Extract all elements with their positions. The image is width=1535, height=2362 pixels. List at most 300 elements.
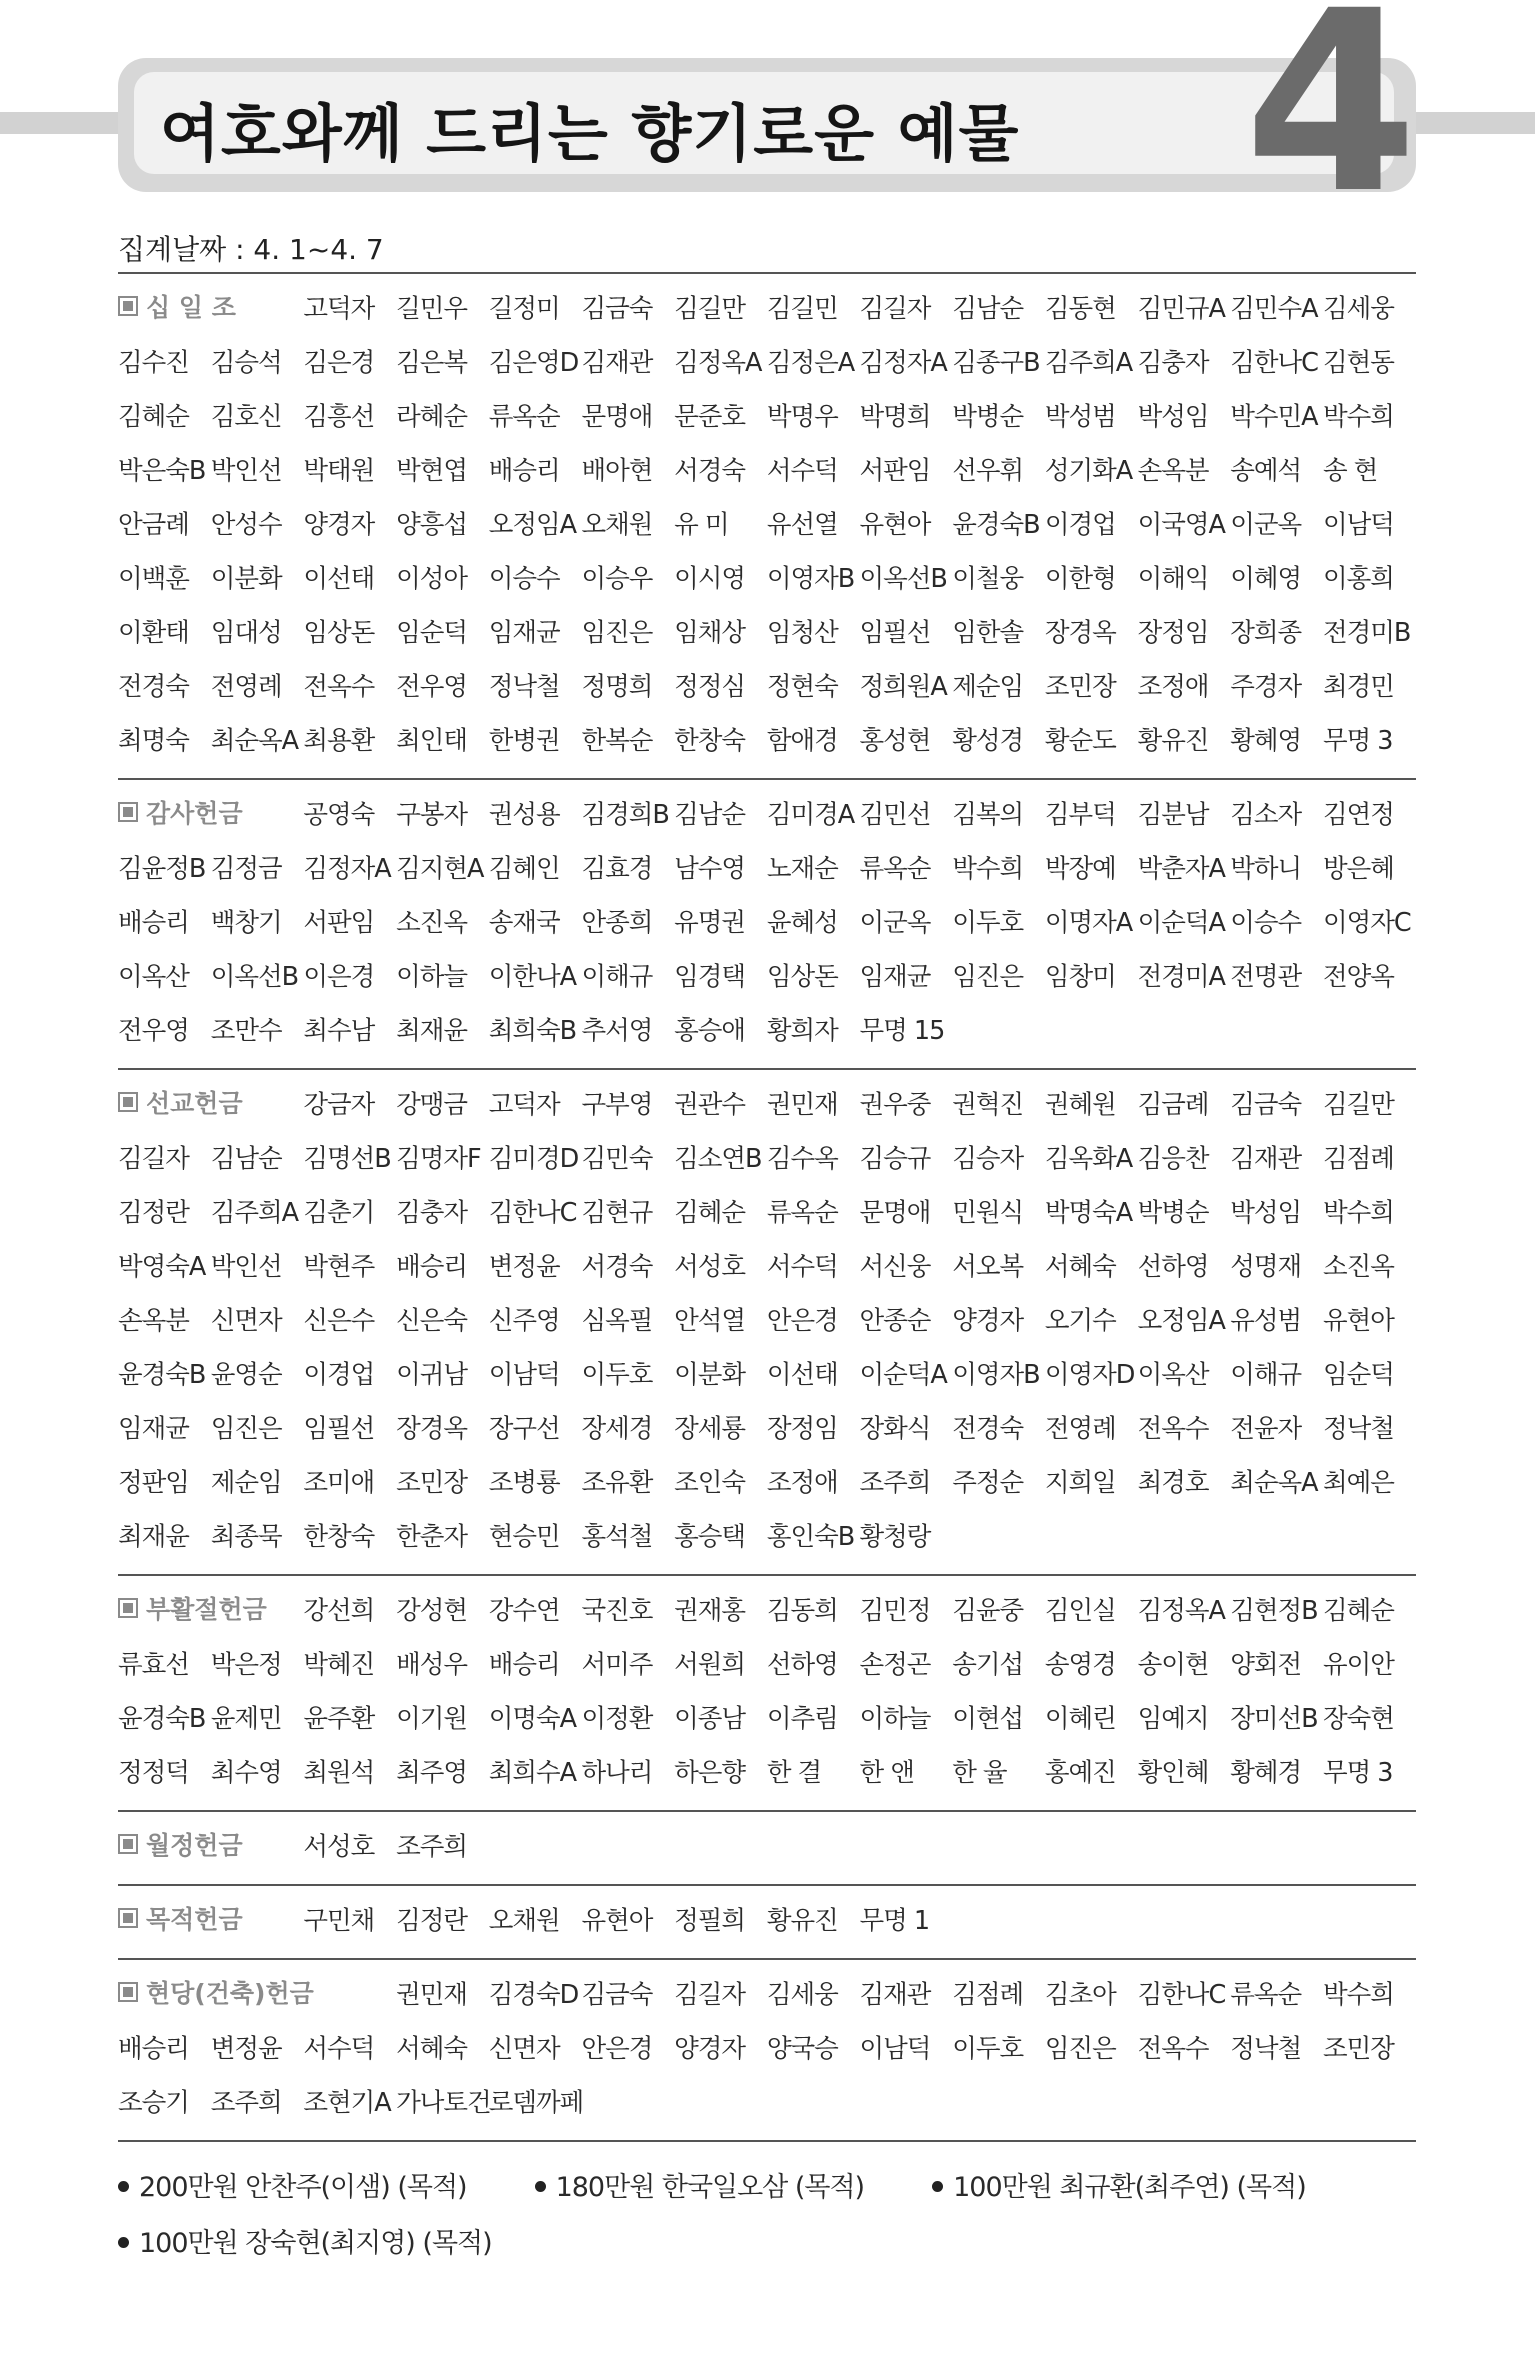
- donor-name: 김금숙: [581, 1980, 653, 2010]
- donor-name: 무명 3: [1322, 1758, 1393, 1788]
- donor-name: 배승리: [118, 908, 189, 938]
- donor-name: 김길만: [674, 294, 746, 324]
- donor-name: 이국영A: [1137, 510, 1225, 540]
- donor-name: 조주희: [859, 1468, 931, 1498]
- donor-name: 배성우: [396, 1650, 467, 1680]
- donor-name: 임필선: [859, 618, 931, 648]
- donor-name: 한병권: [488, 726, 560, 756]
- donor-name: 소진옥: [1322, 1252, 1394, 1282]
- donor-name: 이현섭: [952, 1704, 1024, 1734]
- name-grid: [118, 1968, 1416, 2130]
- donor-name: 김금례: [1137, 1090, 1209, 1120]
- donor-name: 신면자: [210, 1306, 282, 1336]
- donor-name: 이영자D: [1044, 1360, 1135, 1390]
- donor-name: 정필희: [674, 1906, 746, 1936]
- donor-name: 이두호: [581, 1360, 653, 1390]
- donor-name: 박은숙B: [118, 456, 206, 486]
- donor-name: 손옥분: [118, 1306, 189, 1336]
- donor-name: 노재순: [766, 854, 838, 884]
- date-range: 집계날짜 : 4. 1~4. 7: [118, 233, 384, 266]
- square-bullet-icon: [118, 1834, 138, 1854]
- name-grid: [118, 788, 1416, 1058]
- donor-name: 최희숙B: [488, 1016, 577, 1046]
- donor-name: 김금숙: [1230, 1090, 1302, 1120]
- donor-name: 장구선: [488, 1414, 560, 1444]
- donor-name: 박춘자A: [1137, 854, 1225, 884]
- donor-name: 김현동: [1322, 348, 1394, 378]
- square-bullet-icon: [118, 802, 138, 822]
- donor-name: 김혜인: [488, 854, 560, 884]
- donor-name: 구부영: [581, 1090, 653, 1120]
- donor-name: 이남덕: [1322, 510, 1394, 540]
- donor-name: 조주희: [396, 1832, 467, 1862]
- donor-name: 김경희B: [581, 800, 669, 830]
- donor-name: 제순임: [952, 672, 1024, 702]
- donor-name: 김점례: [952, 1980, 1024, 2010]
- donor-name: 장희종: [1230, 618, 1302, 648]
- name-grid: [118, 282, 1416, 768]
- donor-name: 이혜영: [1230, 564, 1302, 594]
- donor-name: 김정자A: [859, 348, 947, 378]
- donor-name: 이명숙A: [488, 1704, 577, 1734]
- section-mission: [118, 1068, 1416, 1574]
- donor-name: 홍승택: [674, 1522, 746, 1552]
- donor-name: 김재관: [581, 348, 653, 378]
- donor-name: 김은영D: [488, 348, 579, 378]
- square-bullet-icon: [118, 296, 138, 316]
- donor-name: 안석열: [674, 1306, 746, 1336]
- donor-name: 이옥산: [118, 962, 189, 992]
- donor-name: 심옥필: [581, 1306, 653, 1336]
- donor-name: 윤주환: [303, 1704, 375, 1734]
- donor-name: 이정환: [581, 1704, 653, 1734]
- donor-name: 권민재: [396, 1980, 467, 2010]
- donor-name: 윤경숙B: [952, 510, 1040, 540]
- donor-name: 전윤자: [1230, 1414, 1302, 1444]
- donor-name: 김호신: [210, 402, 282, 432]
- donor-name: 김한나C: [1137, 1980, 1226, 2010]
- donor-name: 전경미A: [1137, 962, 1225, 992]
- donor-name: 이귀남: [396, 1360, 467, 1390]
- donor-name: 김정금: [210, 854, 282, 884]
- donor-name: 박수희: [1322, 1198, 1394, 1228]
- donor-name: 국진호: [581, 1596, 653, 1626]
- donor-name: 유현아: [859, 510, 931, 540]
- donor-name: 권관수: [674, 1090, 746, 1120]
- donor-name: 장화식: [859, 1414, 931, 1444]
- donor-name: 박성임: [1230, 1198, 1302, 1228]
- donor-name: 송영경: [1044, 1650, 1116, 1680]
- donor-name: 서성호: [674, 1252, 746, 1282]
- donor-name: 조주희: [210, 2088, 282, 2118]
- donor-name: 김한나C: [1230, 348, 1318, 378]
- donor-name: 무명 1: [859, 1906, 930, 1936]
- donor-name: 송재국: [488, 908, 560, 938]
- donor-name: 장세경: [581, 1414, 653, 1444]
- donor-name: 김소자: [1230, 800, 1302, 830]
- donor-name: 황인혜: [1137, 1758, 1209, 1788]
- donor-name: 임상돈: [303, 618, 375, 648]
- donor-name: 김춘기: [303, 1198, 375, 1228]
- donor-name: 임예지: [1137, 1704, 1209, 1734]
- donor-name: 오채원: [488, 1906, 560, 1936]
- donor-name: 황혜경: [1230, 1758, 1302, 1788]
- special-offering-text: 180만원 한국일오삼 (목적): [555, 2171, 865, 2203]
- donor-name: 변정윤: [488, 1252, 560, 1282]
- donor-name: 김주희A: [210, 1198, 299, 1228]
- donor-name: 문명애: [859, 1198, 931, 1228]
- name-grid: [118, 1078, 1416, 1564]
- donor-name: 한창숙: [303, 1522, 375, 1552]
- name-grid: [118, 1894, 1416, 1948]
- donor-name: 최경민: [1322, 672, 1394, 702]
- donor-name: 전경미B: [1322, 618, 1411, 648]
- donor-name: 김남순: [210, 1144, 282, 1174]
- donor-name: 서판임: [303, 908, 375, 938]
- donor-name: 황유진: [766, 1906, 838, 1936]
- donor-name: 황성경: [952, 726, 1024, 756]
- donor-name: 황유진: [1137, 726, 1209, 756]
- section-label: [118, 1820, 303, 1874]
- donor-name: 김점례: [1322, 1144, 1394, 1174]
- header: [0, 0, 1535, 248]
- note-row: [118, 2212, 1416, 2268]
- donor-name: 권우중: [859, 1090, 931, 1120]
- donor-name: 오정임A: [1137, 1306, 1225, 1336]
- donor-name: 이한형: [1044, 564, 1116, 594]
- donor-name: 강선희: [303, 1596, 375, 1626]
- donor-name: 김은경: [303, 348, 375, 378]
- donor-name: 송이현: [1137, 1650, 1209, 1680]
- donor-name: 황청랑: [859, 1522, 931, 1552]
- donor-name: 이선태: [303, 564, 375, 594]
- donor-name: 장정임: [766, 1414, 838, 1444]
- donor-name: 권혁진: [952, 1090, 1024, 1120]
- donor-name: 최경호: [1137, 1468, 1209, 1498]
- donor-name: 장경옥: [1044, 618, 1116, 648]
- donor-name: 유성범: [1230, 1306, 1302, 1336]
- donor-name: 박인선: [210, 1252, 282, 1282]
- donor-name: 구봉자: [396, 800, 467, 830]
- donor-name: 이옥선B: [859, 564, 947, 594]
- donor-name: 이영자C: [1322, 908, 1411, 938]
- donor-name: 박수희: [952, 854, 1024, 884]
- donor-name: 조민장: [1322, 2034, 1394, 2064]
- donor-name: 박명희: [859, 402, 931, 432]
- donor-name: 양회전: [1230, 1650, 1302, 1680]
- donor-name: 김혜순: [674, 1198, 746, 1228]
- donor-name: 최희수A: [488, 1758, 577, 1788]
- donor-name: 이옥산: [1137, 1360, 1209, 1390]
- donor-name: 오채원: [581, 510, 653, 540]
- donor-name: 조민장: [1044, 672, 1116, 702]
- donor-name: 류효선: [118, 1650, 189, 1680]
- donor-name: 배승리: [118, 2034, 189, 2064]
- donor-name: 김주희A: [1044, 348, 1133, 378]
- donor-name: 이해규: [581, 962, 653, 992]
- donor-name: 길정미: [488, 294, 560, 324]
- donor-name: 김효경: [581, 854, 653, 884]
- donor-name: 이영자B: [952, 1360, 1040, 1390]
- donor-name: 김흥선: [303, 402, 375, 432]
- donor-name: 이분화: [674, 1360, 746, 1390]
- donor-name: 김남순: [952, 294, 1024, 324]
- donor-name: 김정란: [118, 1198, 189, 1228]
- donor-name: 김민선: [859, 800, 931, 830]
- donor-name: 임채상: [674, 618, 746, 648]
- donor-name: 윤제민: [210, 1704, 282, 1734]
- donor-name: 이추림: [766, 1704, 838, 1734]
- donor-name: 임경택: [674, 962, 746, 992]
- donor-name: 임대성: [210, 618, 282, 648]
- donor-name: 김혜순: [1322, 1596, 1394, 1626]
- donor-name: 김재관: [1230, 1144, 1302, 1174]
- donor-name: 최재윤: [118, 1522, 189, 1552]
- donor-name: 변정윤: [210, 2034, 282, 2064]
- donor-name: 김길자: [674, 1980, 746, 2010]
- donor-name: 서원희: [674, 1650, 746, 1680]
- donor-name: 최주영: [396, 1758, 467, 1788]
- donor-name: 김민숙: [581, 1144, 653, 1174]
- donor-name: 제순임: [210, 1468, 282, 1498]
- donor-name: 전영례: [1044, 1414, 1116, 1444]
- square-bullet-icon: [118, 1598, 138, 1618]
- donor-name: 류옥순: [766, 1198, 838, 1228]
- donor-name: 김수진: [118, 348, 189, 378]
- donor-name: 서성호: [303, 1832, 375, 1862]
- donor-name: 안종순: [859, 1306, 931, 1336]
- donor-name: 박장예: [1044, 854, 1116, 884]
- donor-name: 배아현: [581, 456, 653, 486]
- donor-name: 류옥순: [1230, 1980, 1302, 2010]
- donor-name: 손정곤: [859, 1650, 931, 1680]
- donor-name: 추서영: [581, 1016, 653, 1046]
- donor-name: 유 미: [674, 510, 729, 540]
- donor-name: 김세웅: [1322, 294, 1394, 324]
- donor-name: 전우영: [118, 1016, 189, 1046]
- donor-name: 정희원A: [859, 672, 947, 702]
- donor-name: 길민우: [396, 294, 467, 324]
- donor-name: 전영례: [210, 672, 282, 702]
- donor-name: 강성현: [396, 1596, 467, 1626]
- donor-name: 이군옥: [859, 908, 931, 938]
- special-offering-text: 100만원 최규환(최주연) (목적): [953, 2171, 1306, 2203]
- section-building: [118, 1958, 1416, 2142]
- donor-name: 선하영: [766, 1650, 838, 1680]
- donor-name: 조민장: [396, 1468, 467, 1498]
- donor-name: 서판임: [859, 456, 931, 486]
- donor-name: 송 현: [1322, 456, 1378, 486]
- donor-name: 신주영: [488, 1306, 560, 1336]
- donor-name: 한복순: [581, 726, 653, 756]
- donor-name: 강맹금: [396, 1090, 467, 1120]
- donor-name: 가나토건: [396, 2088, 491, 2118]
- donor-name: 강금자: [303, 1090, 375, 1120]
- donor-name: 김길자: [859, 294, 931, 324]
- donor-name: 배승리: [396, 1252, 467, 1282]
- donor-name: 서미주: [581, 1650, 653, 1680]
- donor-name: 문준호: [674, 402, 746, 432]
- donor-name: 이백훈: [118, 564, 189, 594]
- donor-name: 유명권: [674, 908, 746, 938]
- bullet-icon: [535, 2181, 546, 2192]
- donor-name: 조정애: [766, 1468, 838, 1498]
- section-easter: [118, 1574, 1416, 1810]
- donor-name: 성기화A: [1044, 456, 1133, 486]
- donor-name: 고덕자: [488, 1090, 560, 1120]
- donor-name: 이경업: [1044, 510, 1116, 540]
- donor-name: 정낙철: [1230, 2034, 1302, 2064]
- donor-name: 이선태: [766, 1360, 838, 1390]
- donor-name: 박현엽: [396, 456, 467, 486]
- donor-name: 황혜영: [1230, 726, 1302, 756]
- donor-name: 최명숙: [118, 726, 189, 756]
- donor-name: 이경업: [303, 1360, 375, 1390]
- donor-name: 양경자: [674, 2034, 746, 2064]
- donor-name: 김정옥A: [1137, 1596, 1225, 1626]
- donor-name: 이홍희: [1322, 564, 1394, 594]
- donor-name: 김복의: [952, 800, 1024, 830]
- bullet-icon: [118, 2181, 129, 2192]
- donor-name: 박수희: [1322, 402, 1394, 432]
- donor-name: 전경숙: [952, 1414, 1024, 1444]
- donor-name: 소진옥: [396, 908, 467, 938]
- donor-name: 최재윤: [396, 1016, 467, 1046]
- donor-name: 박명숙A: [1044, 1198, 1133, 1228]
- donor-name: 오정임A: [488, 510, 577, 540]
- donor-name: 김길민: [766, 294, 838, 324]
- donor-name: 이순덕A: [1137, 908, 1225, 938]
- donor-name: 이해익: [1137, 564, 1209, 594]
- donor-name: 송기섭: [952, 1650, 1024, 1680]
- special-offering-item: [118, 2165, 467, 2204]
- donor-name: 하은향: [674, 1758, 746, 1788]
- section-label-text: 목적헌금: [146, 1905, 243, 1934]
- donor-name: 이분화: [210, 564, 282, 594]
- donor-name: 한창숙: [674, 726, 746, 756]
- donor-name: 안성수: [210, 510, 282, 540]
- donor-name: 장숙현: [1322, 1704, 1394, 1734]
- donor-name: 이은경: [303, 962, 375, 992]
- donor-name: 이영자B: [766, 564, 855, 594]
- donor-name: 백창기: [210, 908, 282, 938]
- donor-name: 박혜진: [303, 1650, 375, 1680]
- note-row: [118, 2156, 1416, 2212]
- donor-name: 양국승: [766, 2034, 838, 2064]
- donor-name: 김민수A: [1230, 294, 1318, 324]
- donor-name: 김연정: [1322, 800, 1394, 830]
- special-offerings: [118, 2156, 1416, 2268]
- donor-name: 이기원: [396, 1704, 467, 1734]
- donor-name: 안종희: [581, 908, 653, 938]
- donor-name: 임진은: [1044, 2034, 1116, 2064]
- donor-name: 이승수: [488, 564, 560, 594]
- donor-name: 김한나C: [488, 1198, 577, 1228]
- donor-name: 조병룡: [488, 1468, 560, 1498]
- donor-name: 유현아: [581, 1906, 653, 1936]
- donor-name: 서수덕: [766, 1252, 838, 1282]
- donor-name: 최수영: [210, 1758, 282, 1788]
- donor-name: 조만수: [210, 1016, 282, 1046]
- donor-name: 임청산: [766, 618, 838, 648]
- donor-name: 임한솔: [952, 618, 1024, 648]
- special-offering-item: [535, 2165, 865, 2204]
- donor-name: 함애경: [766, 726, 838, 756]
- donor-name: 이환태: [118, 618, 189, 648]
- donor-name: 임필선: [303, 1414, 375, 1444]
- donor-name: 김윤정B: [118, 854, 206, 884]
- donor-name: 최용환: [303, 726, 375, 756]
- donor-name: 윤경숙B: [118, 1360, 206, 1390]
- donor-name: 최원석: [303, 1758, 375, 1788]
- donor-name: 조승기: [118, 2088, 189, 2118]
- donor-name: 서경숙: [581, 1252, 653, 1282]
- donor-name: 김승규: [859, 1144, 931, 1174]
- donor-name: 이두호: [952, 2034, 1024, 2064]
- donor-name: 김수옥: [766, 1144, 838, 1174]
- donor-name: 김지현A: [396, 854, 484, 884]
- donor-name: 박인선: [210, 456, 282, 486]
- donor-name: 라혜순: [396, 402, 467, 432]
- donor-name: 김승석: [210, 348, 282, 378]
- donor-name: 선하영: [1137, 1252, 1209, 1282]
- donor-name: 김응찬: [1137, 1144, 1209, 1174]
- donor-name: 장경옥: [396, 1414, 467, 1444]
- donor-name: 이군옥: [1230, 510, 1302, 540]
- donor-name: 권성용: [488, 800, 560, 830]
- donor-name: 박하니: [1230, 854, 1302, 884]
- donor-name: 한 율: [952, 1758, 1007, 1788]
- donor-name: 임진은: [210, 1414, 282, 1444]
- donor-name: 성명재: [1230, 1252, 1302, 1282]
- donor-name: 고덕자: [303, 294, 375, 324]
- name-grid: [118, 1584, 1416, 1800]
- donor-name: 김분남: [1137, 800, 1209, 830]
- donor-name: 정낙철: [488, 672, 560, 702]
- donor-name: 서오복: [952, 1252, 1024, 1282]
- donor-name: 김정옥A: [674, 348, 762, 378]
- donor-name: 임진은: [581, 618, 653, 648]
- donor-name: 하나리: [581, 1758, 653, 1788]
- donor-name: 임순덕: [396, 618, 467, 648]
- donor-name: 배승리: [488, 1650, 560, 1680]
- page-number: 4: [1244, 0, 1418, 248]
- donor-name: 김은복: [396, 348, 467, 378]
- donor-name: 김종구B: [952, 348, 1040, 378]
- special-offering-text: 200만원 안찬주(이샘) (목적): [139, 2171, 467, 2203]
- donor-name: 장정임: [1137, 618, 1209, 648]
- donor-name: 임상돈: [766, 962, 838, 992]
- donor-name: 유이안: [1322, 1650, 1394, 1680]
- donor-name: 박영숙A: [118, 1252, 206, 1282]
- donor-name: 김금숙: [581, 294, 653, 324]
- donor-name: 조정애: [1137, 672, 1209, 702]
- donor-name: 김인실: [1044, 1596, 1116, 1626]
- donor-name: 이철웅: [952, 564, 1024, 594]
- donor-name: 김충자: [396, 1198, 467, 1228]
- donor-name: 임재균: [859, 962, 931, 992]
- donor-name: 이명자A: [1044, 908, 1133, 938]
- donor-name: 김명선B: [303, 1144, 391, 1174]
- donor-name: 김남순: [674, 800, 746, 830]
- special-offering-item: [932, 2165, 1306, 2204]
- section-label: [118, 788, 303, 842]
- donor-name: 김초아: [1044, 1980, 1116, 2010]
- donor-name: 류옥순: [488, 402, 560, 432]
- section-label-text: 선교헌금: [146, 1089, 243, 1118]
- donor-name: 최순옥A: [1230, 1468, 1318, 1498]
- square-bullet-icon: [118, 1908, 138, 1928]
